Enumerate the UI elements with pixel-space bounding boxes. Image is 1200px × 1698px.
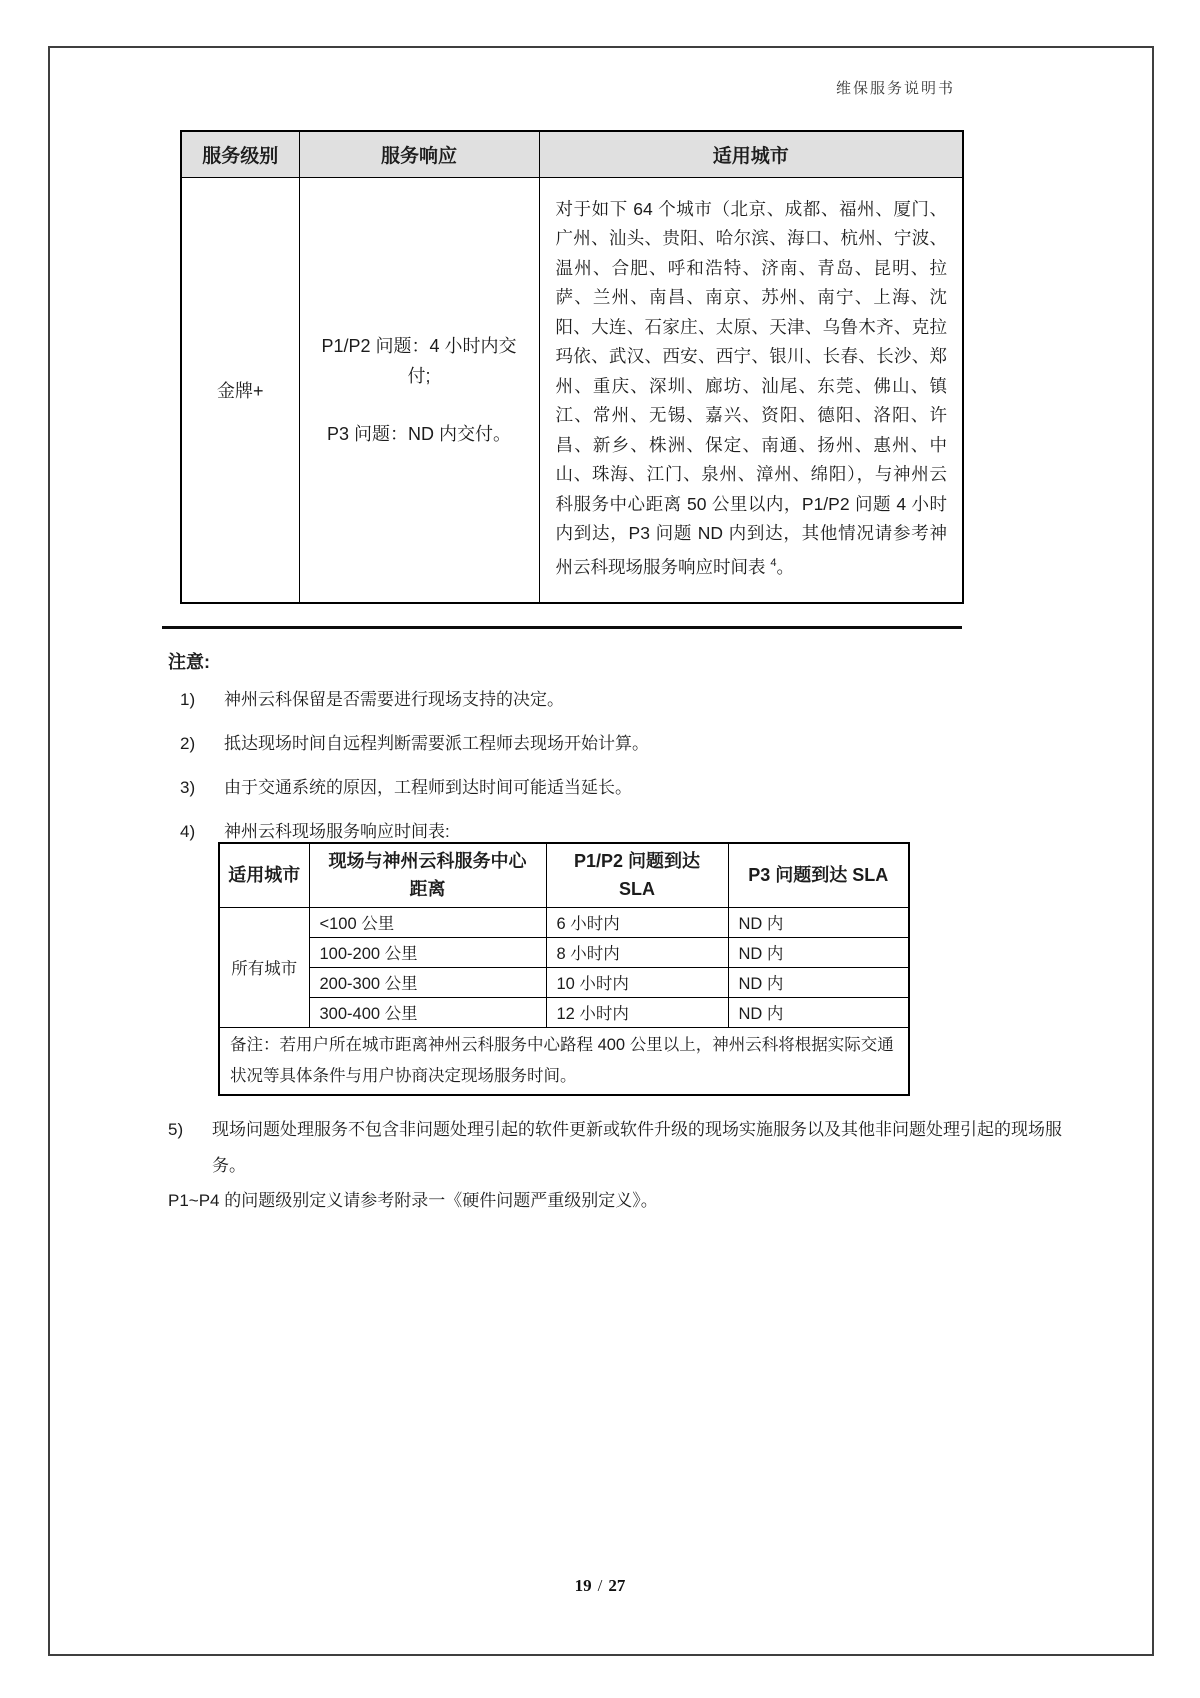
service-response-cell — [299, 177, 539, 603]
section-divider-line — [162, 626, 962, 629]
distance-cell: 200-300 公里 — [309, 967, 546, 997]
p3-sla-cell: ND 内 — [728, 937, 909, 967]
page-number-total: 27 — [608, 1576, 626, 1595]
note-text: 现场问题处理服务不包含非问题处理引起的软件更新或软件升级的现场实施服务以及其他非问题处理引起的现场服务。 — [212, 1120, 1062, 1175]
col-header-distance-line2: 距离 — [409, 879, 446, 900]
col-header-distance-line1: 现场与神州云科服务中心 — [328, 851, 527, 872]
distance-cell: 300-400 公里 — [309, 997, 546, 1027]
notes-list — [180, 688, 1020, 864]
col-header-service-response: 服务响应 — [299, 131, 539, 177]
remark-row — [219, 1027, 909, 1095]
note-text: 神州云科现场服务响应时间表: — [224, 822, 450, 841]
onsite-response-time-table — [218, 842, 910, 1096]
page-number-current: 19 — [574, 1576, 592, 1595]
col-header-service-level: 服务级别 — [181, 131, 299, 177]
col-header-distance — [309, 843, 546, 907]
page-number-separator: / — [597, 1576, 603, 1595]
col-header-p1p2-line2: SLA — [619, 879, 655, 900]
note-number: 4) — [180, 822, 196, 841]
note-item-4 — [180, 820, 1020, 843]
p3-sla-cell: ND 内 — [728, 997, 909, 1027]
page-number — [0, 1576, 1200, 1596]
col-header-p3-sla: P3 问题到达 SLA — [728, 843, 909, 907]
p1p2-sla-cell: 12 小时内 — [546, 997, 728, 1027]
note-text: 神州云科保留是否需要进行现场支持的决定。 — [224, 690, 564, 709]
col-header-p1p2-sla — [546, 843, 728, 907]
table-row — [219, 997, 909, 1027]
response-p1p2: P1/P2 问题：4 小时内交付; — [321, 335, 517, 386]
response-p3: P3 问题：ND 内交付。 — [326, 423, 512, 444]
col-header-applicable-cities: 适用城市 — [539, 131, 963, 177]
cities-footnote-ref: 4 — [770, 556, 777, 569]
note-number: 2) — [180, 734, 196, 753]
note-number: 3) — [180, 778, 196, 797]
service-level-value: 金牌+ — [181, 177, 299, 603]
remark-cell: 备注：若用户所在城市距离神州云科服务中心路程 400 公里以上，神州云科将根据实际交通状况等具体条件与用户协商决定现场服务时间。 — [219, 1027, 909, 1095]
service-level-table — [180, 130, 964, 604]
service-level-row-gold-plus — [181, 177, 963, 603]
distance-cell: 100-200 公里 — [309, 937, 546, 967]
table-row — [219, 907, 909, 937]
p1p2-sla-cell: 10 小时内 — [546, 967, 728, 997]
note-item-3 — [180, 776, 1020, 799]
p1p2-sla-cell: 8 小时内 — [546, 937, 728, 967]
table-row — [219, 937, 909, 967]
note-item-5 — [168, 1112, 1068, 1184]
cities-text-end: 。 — [776, 556, 794, 577]
note-text: 由于交通系统的原因，工程师到达时间可能适当延长。 — [224, 778, 632, 797]
col-header-p1p2-line1: P1/P2 问题到达 — [573, 851, 701, 872]
service-level-table-header-row — [181, 131, 963, 177]
p3-sla-cell: ND 内 — [728, 967, 909, 997]
cities-text: 对于如下 64 个城市（北京、成都、福州、厦门、广州、汕头、贵阳、哈尔滨、海口、杭州、宁波、温州、合肥、呼和浩特、济南、青岛、昆明、拉萨、兰州、南昌、南京、苏州、南宁、上海、沈阳、大连、石家庄、太原、天津、乌鲁木齐、克拉玛依、武汉、西安、西宁、银川、长春、长沙、郑州、重庆、深圳、廊坊、汕尾、东莞、佛山、镇江、常州、无锡、嘉兴、资阳、德阳、洛阳、许昌、新乡、株洲、保定、南通、扬州、惠州、中山、珠海、江门、泉州、漳州、绵阳），与神州云科服务中心距离 50 公里以内，P1/P2 问题 4 小时内到达，P3 问题 ND 内到达，其他情况请参考神州云科现场服务响应时间表 — [555, 198, 947, 577]
table-row — [219, 967, 909, 997]
distance-cell: <100 公里 — [309, 907, 546, 937]
note-text: 抵达现场时间自远程判断需要派工程师去现场开始计算。 — [224, 734, 649, 753]
note-number: 1) — [180, 690, 196, 709]
note-item-2 — [180, 732, 1020, 755]
note-number: 5) — [168, 1120, 184, 1139]
col-header-applicable-city: 适用城市 — [219, 843, 309, 907]
notes-title: 注意: — [168, 652, 210, 672]
city-scope-cell: 所有城市 — [219, 907, 309, 1027]
p1-p4-definition-note: P1~P4 的问题级别定义请参考附录一《硬件问题严重级别定义》。 — [168, 1191, 658, 1210]
applicable-cities-cell — [539, 177, 963, 603]
p1p2-sla-cell: 6 小时内 — [546, 907, 728, 937]
onsite-table-header-row — [219, 843, 909, 907]
document-title-header: 维保服务说明书 — [835, 81, 955, 97]
p3-sla-cell: ND 内 — [728, 907, 909, 937]
note-item-1 — [180, 688, 1020, 711]
